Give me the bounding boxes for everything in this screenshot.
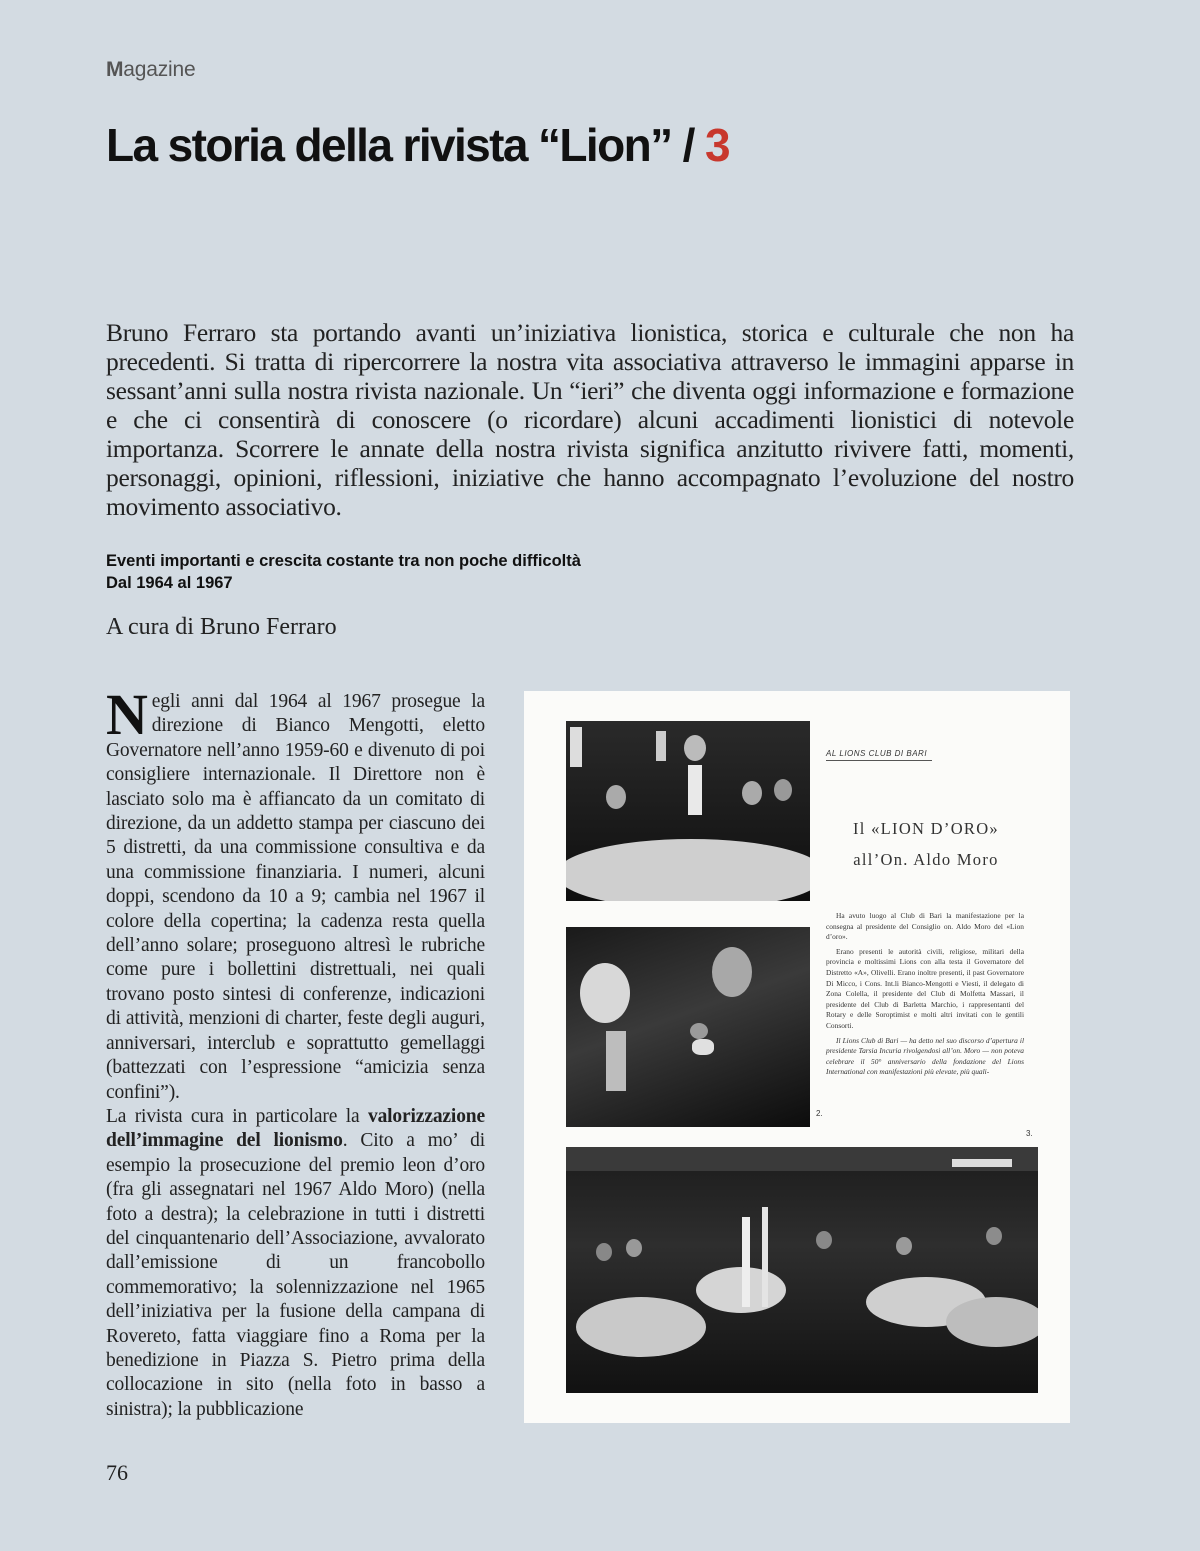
article-p2-start: La rivista cura in particolare la — [106, 1105, 368, 1127]
article-p2-bold: valorizzazione dell’immagine del lionismo — [106, 1105, 485, 1152]
photo-banquet-speech — [566, 721, 810, 901]
article-p1-text: egli anni dal 1964 al 1967 prosegue la direzione di Bianco Mengotti, eletto Governatore nell’anno 1959-60 e divenuto di poi consigliere internazionale. Il Direttore non è lasciato solo ma è affiancato da un comitato di direzione, da un addetto stampa per ciascuno dei 5 distretti, da una commissione consultiva e da una commissione finanziaria. I numeri, alcuni doppi, scendono da 10 a 9; cambia nel 1967 il colore della copertina; la cadenza resta quella dell’anno solare; proseguono altresì le rubriche come pure i bollettini distrettuali, nei quali trovano posto sintesi di conferenze, indicazioni di attività, menzioni di charter, feste degli auguri, anniversari, interclub e soprattutto gemellaggi (battezzati con l’espressione “amicizia senza confini”). — [106, 691, 485, 1103]
subheading-line-2: Dal 1964 al 1967 — [106, 574, 233, 592]
byline: A cura di Bruno Ferraro — [106, 614, 337, 640]
drop-cap: N — [106, 682, 148, 747]
photo-award-handshake — [566, 927, 810, 1127]
photo-gala-dinner — [566, 1147, 1038, 1393]
article-paragraph-2 — [106, 1105, 485, 1422]
subheading-line-1: Eventi importanti e crescita costante tra non poche difficoltà — [106, 552, 581, 570]
scan-caption-marker-right: 3. — [1026, 1129, 1033, 1138]
scan-kicker: AL LIONS CLUB DI BARI — [826, 749, 932, 761]
title-number: 3 — [705, 119, 730, 171]
scan-headline — [836, 813, 1016, 875]
magazine-scan — [524, 691, 1070, 1423]
page-title — [106, 118, 729, 172]
scan-article-text — [826, 911, 1024, 1082]
scan-caption-marker-left: 2. — [816, 1109, 823, 1118]
scan-paragraph-3: Il Lions Club di Bari — ha detto nel suo discorso d’apertura il presidente Tarsia Incuria rivolgendosi all’on. Moro — non poteva celebrare il 50° anniversario della fondazione del Lions International con manifestazioni più elevate, più quali- — [826, 1035, 1024, 1077]
article-paragraph-1 — [106, 682, 485, 1105]
page-number: 76 — [106, 1460, 128, 1485]
article-body — [106, 682, 485, 1422]
scan-paragraph-2: Erano presenti le autorità civili, religiose, militari della provincia e moltissimi Lions con alla testa il Governatore del Distretto «A», Olivelli. Erano inoltre presenti, il past Governatore Di Micco, i Cons. Int.li Bianco-Mengotti e Viesti, il delegato di Zona Colella, il presidente del Club di Molfetta Massari, il presidente del Club di Barletta Marchio, i rappresentanti del Rotary e delle Soroptimist e molti altri invitati con le gentili Consorti. — [826, 946, 1024, 1030]
section-label-rest: agazine — [123, 58, 196, 81]
subheading — [106, 550, 581, 594]
title-text: La storia della rivista “Lion” / — [106, 119, 706, 171]
scan-headline-line-1: Il «LION D’ORO» — [853, 819, 999, 838]
intro-paragraph: Bruno Ferraro sta portando avanti un’iniziativa lionistica, storica e culturale che non ha precedenti. Si tratta di ripercorrere la nostra vita associativa attraverso le immagini apparse in sessant’anni sulla nostra rivista nazionale. Un “ieri” che diventa oggi informazione e formazione e che ci consentirà di conoscere (o ricordare) alcuni accadimenti lionistici di notevole importanza. Scorrere le annate della nostra rivista significa anzitutto rivivere fatti, momenti, personaggi, opinioni, riflessioni, iniziative che hanno accompagnato l’evoluzione del nostro movimento associativo. — [106, 318, 1074, 521]
scan-paragraph-1: Ha avuto luogo al Club di Bari la manifestazione per la consegna al presidente del Consiglio on. Aldo Moro del «Lion d’oro». — [826, 911, 1024, 942]
section-label-initial: M — [106, 58, 124, 81]
section-label — [106, 58, 195, 82]
scan-headline-line-2: all’On. Aldo Moro — [853, 850, 999, 869]
article-p2-rest: . Cito a mo’ di esempio la prosecuzione del premio leon d’oro (fra gli assegnatari nel 1967 Aldo Moro) (nella foto a destra); la celebrazione in tutti i distretti del cinquantenario dell’Associazione, avvalorato dall’emissione di un francobollo commemorativo; la solennizzazione nel 1965 dell’iniziativa per la fusione della campana di Rovereto, fatta viaggiare fino a Roma per la benedizione in Piazza S. Pietro prima della collocazione in sito (nella foto in basso a sinistra); la pubblicazione — [106, 1130, 485, 1420]
